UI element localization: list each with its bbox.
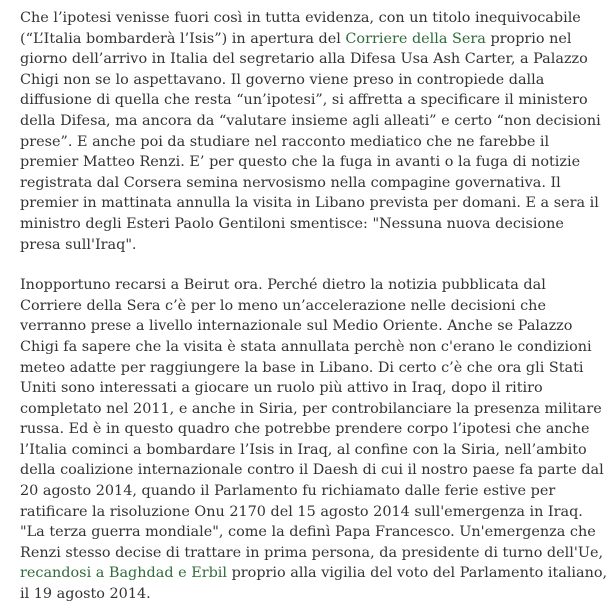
baghdad-erbil-link[interactable]: recandosi a Baghdad e Erbil bbox=[20, 565, 227, 582]
article-body bbox=[20, 8, 608, 605]
paragraph-2-text-b: proprio alla vigilia del voto del Parlamento italiano, il 19 agosto 2014. bbox=[20, 565, 608, 603]
paragraph-1-text-b: proprio nel giorno dell’arrivo in Italia del segretario alla Difesa Usa Ash Carter, a Palazzo Chigi non se lo aspettavano. Il governo viene preso in contropiede dalla diffusione di quella che resta “un’ipotesi”, si affretta a specificare il ministero della Difesa, ma ancora da “valutare insieme agli alleati” e certo “non decisioni prese”. E anche poi da studiare nel racconto mediatico che ne farebbe il premier Matteo Renzi. E’ per questo che la fuga in avanti o la fuga di notizie registrata dal Corsera semina nervosismo nella compagine governativa. Il premier in mattinata annulla la visita in Libano prevista per domani. E a sera il ministro degli Esteri Paolo Gentiloni smentisce: "Nessuna nuova decisione presa sull'Iraq". bbox=[20, 30, 601, 253]
paragraph-1 bbox=[20, 8, 608, 255]
paragraph-2 bbox=[20, 275, 608, 605]
paragraph-1-text-a: Che l’ipotesi venisse fuori così in tutta evidenza, con un titolo inequivocabile (“L’Italia bombarderà l’Isis”) in apertura del bbox=[20, 10, 581, 47]
paragraph-2-text-a: Inopportuno recarsi a Beirut ora. Perché dietro la notizia pubblicata dal Corriere della Sera c’è per lo meno un’accelerazione nelle decisioni che verranno prese a livello internazionale sul Medio Oriente. Anche se Palazzo Chigi fa sapere che la visita è stata annullata perchè non c'erano le condizioni meteo adatte per raggiungere la base in Libano. Di certo c’è che ora gli Stati Uniti sono interessati a giocare un ruolo più attivo in Iraq, dopo il ritiro completato nel 2011, e anche in Siria, per controbilanciare la presenza militare russa. Ed è in questo quadro che potrebbe prendere corpo l’ipotesi che anche l’Italia cominci a bombardare l’Isis in Iraq, al confine con la Siria, nell’ambito della coalizione internazionale contro il Daesh di cui il nostro paese fa parte dal 20 agosto 2014, quando il Parlamento fu richiamato dalle ferie estive per ratificare la risoluzione Onu 2170 del 15 agosto 2014 sull'emergenza in Iraq. "La terza guerra mondiale", come la definì Papa Francesco. Un'emergenza che Renzi stesso decise di trattare in prima persona, da presidente di turno dell'Ue, bbox=[20, 277, 604, 561]
corriere-della-sera-link[interactable]: Corriere della Sera bbox=[345, 30, 486, 47]
